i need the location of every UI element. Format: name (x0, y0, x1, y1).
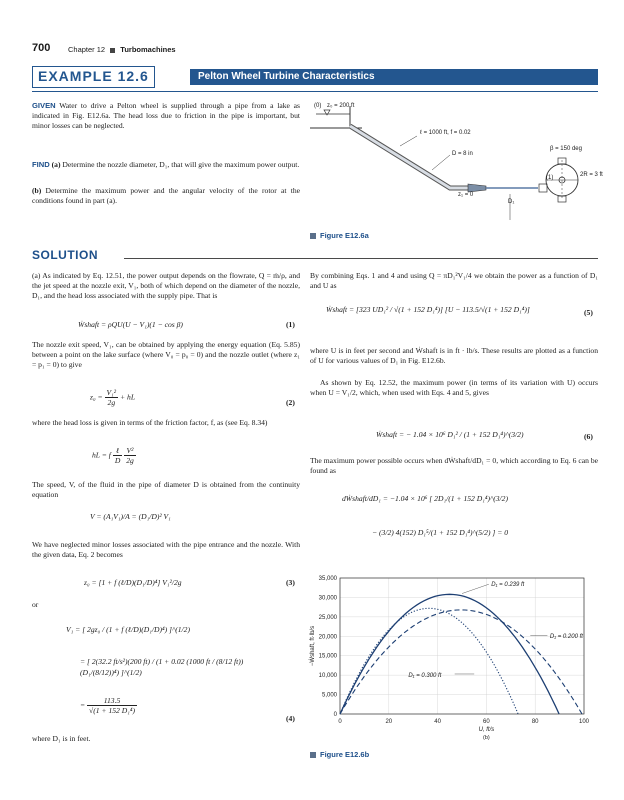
x-tick-label: 40 (434, 719, 441, 725)
series-line-dotted (340, 608, 518, 714)
equation-4-number: (4) (286, 714, 295, 723)
point-1-label: (1) (546, 175, 554, 181)
equation-1-number: (1) (286, 320, 295, 329)
find-part-a-text: Determine the nozzle diameter, D₁, that will give the maximum power output. (62, 160, 300, 169)
eq2-rhs: + hL (120, 392, 136, 402)
d1-label: D₁ (508, 199, 515, 205)
x-axis-sublabel: (b) (483, 735, 490, 741)
y-axis-label: −Ẇshaft, ft·lb/s (310, 625, 316, 667)
y-tick-label: 15,000 (318, 653, 337, 660)
series-label: D₁ = 0.200 ft (549, 634, 583, 641)
or-text: or (32, 600, 39, 609)
y-tick-label: 35,000 (318, 576, 337, 582)
example-number: EXAMPLE 12.6 (32, 66, 155, 88)
figure-b-caption (310, 750, 369, 759)
chart-labels (309, 582, 583, 741)
chart-axes (319, 576, 590, 725)
solution-p4: The speed, V, of the fluid in the pipe of diameter D is obtained from the continuity equation (32, 480, 300, 500)
find-part-b-text: Determine the maximum power and the angular velocity of the rotor at the conditions found in part (a). (32, 186, 300, 206)
given-label: GIVEN (32, 101, 56, 110)
bullet-icon (110, 48, 115, 53)
equation-1: Ẇshaft = ρQU(U − V₁)(1 − cos β) (78, 320, 183, 329)
find-part-a-label: (a) (51, 160, 61, 169)
eq-hl-frac2 (124, 446, 136, 465)
bucket (539, 184, 547, 192)
banner-rule (32, 91, 598, 92)
equation-continuity: V = (A₁V₁)/A = (D₁/D)² V₁ (90, 512, 171, 521)
page-number: 700 (32, 42, 51, 54)
leader-length (400, 136, 417, 146)
example-banner (32, 66, 598, 88)
beta-label: β = 150 deg (550, 146, 582, 152)
equation-3: z₀ = [1 + f (ℓ/D)(D₁/D)⁴] V₁²/2g (84, 578, 182, 587)
x-tick-label: 100 (578, 719, 590, 725)
eq2-lhs: z₀ = (90, 392, 103, 402)
equation-7a: dẆshaft/dD₁ = −1.04 × 10⁶ [ 2D₁/(1 + 152 D₁⁴)^(3/2) (342, 494, 508, 503)
solution-p9: As shown by Eq. 12.52, the maximum power (in terms of its variation with U) occurs when U = V₁/2, which, when used with Eqs. 4 and 5, gives (310, 378, 598, 398)
series-line-dashed (340, 610, 582, 714)
figure-a-caption-text: Figure E12.6a (320, 231, 369, 240)
find-block (32, 160, 300, 170)
equation-4a: V₁ = [ 2gz₀ / (1 + f (ℓ/D)(D₁/D)⁴) ]^(1/2) (66, 625, 190, 634)
chart-series (340, 594, 582, 714)
chapter-title: Turbomachines (120, 45, 176, 54)
plot-frame (340, 578, 584, 714)
eq2-fraction (105, 388, 119, 407)
eq-hl-lhs: hL = f (92, 450, 111, 460)
y-tick-label: 5,000 (321, 692, 337, 699)
solution-heading: SOLUTION (32, 248, 98, 262)
running-header (68, 45, 176, 54)
equation-4b: = [ 2(32.2 ft/s²)(200 ft) / (1 + 0.02 (1000 ft / (8/12 ft)) (D₁/(8/12))⁴) ]^(1/2) (80, 657, 244, 677)
solution-p5: We have neglected minor losses associated with the pipe entrance and the nozzle. With the given data, Eq. 2 becomes (32, 540, 300, 560)
y-tick-label: 30,000 (318, 595, 337, 602)
caption-square-icon-b (310, 752, 316, 758)
eq-hl-num: ℓ (113, 446, 122, 456)
chapter-label: Chapter 12 (68, 45, 106, 54)
eq-hl-den: D (114, 456, 121, 465)
y-tick-label: 0 (333, 712, 337, 718)
series-line-solid (340, 594, 559, 714)
solution-p6: where D₁ is in feet. (32, 734, 91, 743)
equation-6-number: (6) (584, 432, 593, 441)
equation-6: Ẇshaft = − 1.04 × 10⁶ D₁² / (1 + 152 D₁⁴)^(3/2) (376, 430, 524, 439)
figure-b-caption-text: Figure E12.6b (320, 750, 370, 759)
x-axis-label: U, ft/s (478, 727, 495, 733)
eq-hl-den2: 2g (126, 456, 134, 465)
solution-p7: By combining Eqs. 1 and 4 and using Q = πD₁²V₁/4 we obtain the power as a function of D₁ and U as (310, 271, 598, 291)
x-tick-label: 0 (338, 719, 342, 725)
pelton-wheel-figure (310, 98, 610, 228)
z1-label: z₁ = 0 (458, 192, 474, 198)
solution-p10: The maximum power possible occurs when dẆshaft/dD₁ = 0, which according to Eq. 6 can be found as (310, 456, 598, 476)
y-tick-label: 10,000 (318, 673, 337, 680)
equation-3-number: (3) (286, 578, 295, 587)
solution-p2: The nozzle exit speed, V₁, can be obtained by applying the energy equation (Eq. 5.85) between a point on the lake surface (where V₀ = p₀ = 0) and the nozzle outlet (where z₁ = p₁ = 0) to give (32, 340, 300, 370)
solution-rule (124, 258, 598, 259)
length-label: ℓ = 1000 ft, f = 0.02 (420, 130, 471, 136)
solution-p8: where U is in feet per second and Ẇshaft is in ft · lb/s. These results are plotted as a function of U for various values of D₁ in Fig. E12.6b. (310, 346, 598, 366)
equation-5-number: (5) (584, 308, 593, 317)
figure-a-caption (310, 231, 369, 240)
given-block (32, 101, 300, 132)
equation-2 (90, 388, 135, 407)
nozzle (468, 184, 486, 192)
eq2-den: 2g (107, 398, 116, 407)
leader-0239 (462, 584, 489, 593)
equation-hl (92, 446, 136, 465)
given-text: Water to drive a Pelton wheel is supplied through a pipe from a lake as indicated in Fig. E12.6a. The head loss due to friction in the pipe is important, but minor losses can be neglected. (32, 101, 300, 131)
solution-p1: (a) As indicated by Eq. 12.51, the power output depends on the flowrate, Q = ṁ/ρ, and the jet speed at the nozzle exit, V₁, both of which depend on the diameter of the nozzle, D₁, and the head loss associated with the supply pipe. That is (32, 271, 300, 301)
eq-hl-num2: V² (124, 446, 136, 456)
equation-5: Ẇshaft = [323 UD₁² / √(1 + 152 D₁⁴)] [U − 113.5/√(1 + 152 D₁⁴)] (326, 305, 530, 314)
eq4c-fraction (87, 696, 137, 715)
find-label: FIND (32, 160, 50, 169)
caption-square-icon (310, 233, 316, 239)
radius-label: 2R = 3 ft (580, 172, 603, 178)
find-block-b (32, 186, 300, 206)
point-0: (0) (314, 103, 322, 109)
series-label: D₁ = 0.239 ft (491, 581, 525, 588)
diameter-label: D = 8 in (452, 151, 473, 157)
power-chart (306, 568, 602, 744)
eq-hl-frac1 (113, 446, 122, 465)
find-part-b-label: (b) (32, 186, 42, 195)
y-tick-label: 25,000 (318, 614, 337, 621)
equation-4c: = $\frac{113.5}{\text{√(1 + 152 D₁⁴)}}$ (80, 696, 136, 715)
equation-7b: − (3/2) 4(152) D₁⁵/(1 + 152 D₁⁴)^(5/2) ] = 0 (372, 528, 509, 537)
y-tick-label: 20,000 (318, 634, 337, 641)
leader-diameter (432, 155, 450, 170)
x-tick-label: 20 (385, 719, 393, 725)
eq4c-num: 113.5 (87, 696, 137, 706)
eq2-num: V₁² (106, 388, 117, 397)
x-tick-label: 60 (483, 719, 490, 725)
point-0-label (314, 103, 354, 109)
solution-p3: where the head loss is given in terms of the friction factor, f, as (see Eq. 8.34) (32, 418, 268, 427)
example-title: Pelton Wheel Turbine Characteristics (190, 69, 598, 85)
z0-label: z₀ = 200 ft (327, 103, 355, 109)
series-label: D₁ = 0.300 ft (408, 673, 442, 680)
eq4c-den: √(1 + 152 D₁⁴) (89, 706, 136, 715)
x-tick-label: 80 (531, 719, 539, 725)
equation-2-number: (2) (286, 398, 295, 407)
